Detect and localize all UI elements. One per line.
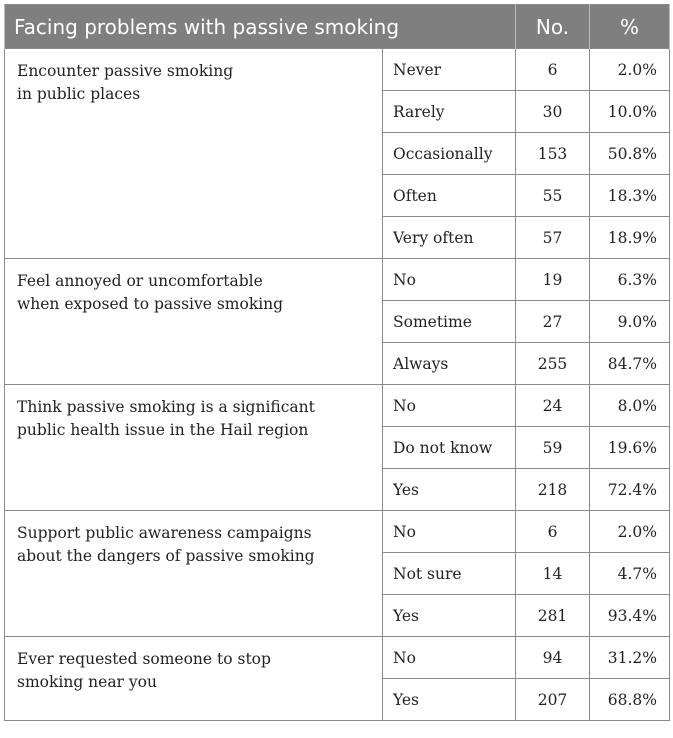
percent-cell: 31.2% <box>590 637 670 679</box>
response-cell: Not sure <box>383 553 516 595</box>
response-cell: Always <box>383 343 516 385</box>
count-cell: 57 <box>516 217 590 259</box>
table-row <box>5 49 670 91</box>
header-topic: Facing problems with passive smoking <box>5 5 516 49</box>
response-cell: Yes <box>383 595 516 637</box>
count-cell: 14 <box>516 553 590 595</box>
percent-cell: 50.8% <box>590 133 670 175</box>
percent-cell: 4.7% <box>590 553 670 595</box>
percent-cell: 72.4% <box>590 469 670 511</box>
percent-cell: 10.0% <box>590 91 670 133</box>
count-cell: 59 <box>516 427 590 469</box>
count-cell: 218 <box>516 469 590 511</box>
percent-cell: 8.0% <box>590 385 670 427</box>
table-header <box>5 5 670 49</box>
percent-cell: 84.7% <box>590 343 670 385</box>
question-cell <box>5 385 383 511</box>
count-cell: 30 <box>516 91 590 133</box>
question-text-line: about the dangers of passive smoking <box>17 547 315 565</box>
response-cell: Very often <box>383 217 516 259</box>
question-cell <box>5 637 383 721</box>
header-count: No. <box>516 5 590 49</box>
response-cell: Sometime <box>383 301 516 343</box>
response-cell: Often <box>383 175 516 217</box>
count-cell: 6 <box>516 49 590 91</box>
table-row <box>5 259 670 301</box>
passive-smoking-table <box>4 4 670 721</box>
response-cell: Do not know <box>383 427 516 469</box>
question-text-line: Ever requested someone to stop <box>17 650 271 668</box>
response-cell: No <box>383 511 516 553</box>
percent-cell: 2.0% <box>590 49 670 91</box>
percent-cell: 93.4% <box>590 595 670 637</box>
count-cell: 207 <box>516 679 590 721</box>
response-cell: Yes <box>383 469 516 511</box>
question-cell <box>5 511 383 637</box>
count-cell: 281 <box>516 595 590 637</box>
question-text-line: Support public awareness campaigns <box>17 524 312 542</box>
count-cell: 19 <box>516 259 590 301</box>
percent-cell: 2.0% <box>590 511 670 553</box>
header-percent: % <box>590 5 670 49</box>
response-cell: No <box>383 385 516 427</box>
question-text-line: Encounter passive smoking <box>17 62 234 80</box>
table-row <box>5 637 670 679</box>
percent-cell: 6.3% <box>590 259 670 301</box>
response-cell: No <box>383 259 516 301</box>
percent-cell: 19.6% <box>590 427 670 469</box>
response-cell: Rarely <box>383 91 516 133</box>
response-cell: No <box>383 637 516 679</box>
count-cell: 94 <box>516 637 590 679</box>
question-text-line: in public places <box>17 85 141 103</box>
percent-cell: 18.9% <box>590 217 670 259</box>
count-cell: 24 <box>516 385 590 427</box>
table-body <box>5 49 670 721</box>
question-cell <box>5 259 383 385</box>
count-cell: 153 <box>516 133 590 175</box>
table-row <box>5 511 670 553</box>
percent-cell: 68.8% <box>590 679 670 721</box>
percent-cell: 18.3% <box>590 175 670 217</box>
count-cell: 255 <box>516 343 590 385</box>
count-cell: 6 <box>516 511 590 553</box>
count-cell: 27 <box>516 301 590 343</box>
question-text-line: Feel annoyed or uncomfortable <box>17 272 263 290</box>
header-row <box>5 5 670 49</box>
response-cell: Never <box>383 49 516 91</box>
question-cell <box>5 49 383 259</box>
count-cell: 55 <box>516 175 590 217</box>
table-row <box>5 385 670 427</box>
question-text-line: when exposed to passive smoking <box>17 295 284 313</box>
question-text-line: public health issue in the Hail region <box>17 421 309 439</box>
response-cell: Yes <box>383 679 516 721</box>
question-text-line: smoking near you <box>17 673 157 691</box>
percent-cell: 9.0% <box>590 301 670 343</box>
question-text-line: Think passive smoking is a significant <box>17 398 315 416</box>
response-cell: Occasionally <box>383 133 516 175</box>
